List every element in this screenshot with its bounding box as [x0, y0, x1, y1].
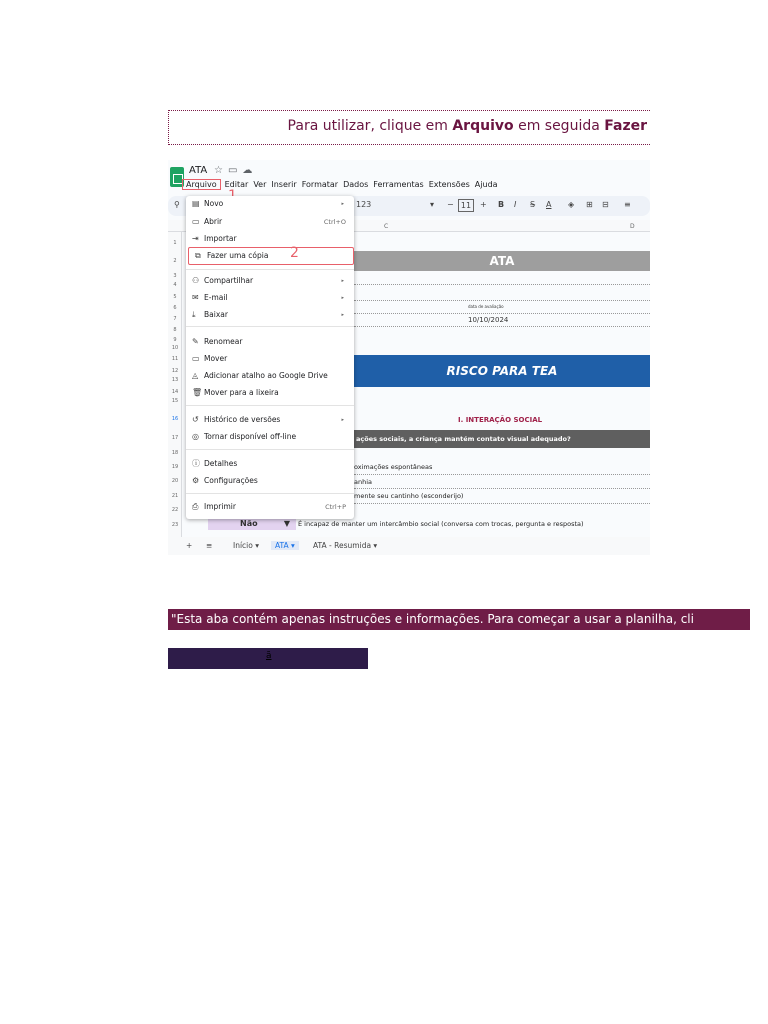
row-number[interactable]: 23 [171, 522, 179, 528]
doc-title: ATA [189, 165, 208, 176]
menu-item-lixeira[interactable]: 🗑 Mover para a lixeira [192, 388, 279, 397]
column-c[interactable]: C [384, 223, 389, 230]
last-row-text[interactable]: É incapaz de manter um intercâmbio social (conversa com trocas, pergunta e resposta) [298, 520, 584, 528]
text-color-icon[interactable]: A [546, 200, 552, 209]
folder-icon: ▭ [227, 165, 243, 176]
row-number[interactable]: 4 [173, 282, 177, 288]
fill-color-icon[interactable]: ◈ [568, 200, 575, 209]
menu-item-abrir[interactable]: ▭ Abrir Ctrl+O [192, 217, 346, 226]
download-icon: ⤓ [192, 310, 196, 319]
menu-item-imprimir[interactable]: ⎙ Imprimir Ctrl+P [192, 502, 346, 511]
divider [354, 284, 650, 285]
menu-ferramentas[interactable]: Ferramentas [373, 180, 424, 189]
chevron-right-icon: ▸ [341, 278, 344, 284]
title-icons [214, 165, 257, 176]
print-icon: ⎙ [192, 502, 199, 511]
borders-icon[interactable]: ⊞ [586, 200, 593, 209]
row-header [168, 232, 182, 537]
copy-icon: ⧉ [195, 251, 201, 260]
row-number[interactable]: 6 [173, 305, 177, 311]
menu-ver[interactable]: Ver [253, 180, 267, 189]
divider [354, 474, 650, 475]
new-icon: ▤ [192, 199, 200, 208]
zoom-text[interactable]: 123 [356, 200, 372, 209]
nao-dropdown[interactable] [208, 518, 296, 530]
row-number[interactable]: 10 [171, 345, 179, 351]
sheet-tabs [168, 537, 650, 555]
folder-open-icon: ▭ [192, 217, 200, 226]
risk-title: RISCO PARA TEA [354, 355, 650, 387]
section-title: I. INTERAÇÃO SOCIAL [458, 416, 543, 424]
bold-icon[interactable]: B [498, 200, 505, 209]
star-icon: ☆ [214, 165, 228, 176]
row-number[interactable]: 19 [171, 464, 179, 470]
step-label-2: 2 [290, 245, 299, 261]
file-menu-dropdown [186, 196, 354, 519]
row-number[interactable]: 17 [171, 435, 179, 441]
date-label: data de avaliação [468, 304, 504, 309]
menu-separator [186, 493, 354, 494]
menu-inserir[interactable]: Inserir [271, 180, 297, 189]
menu-extensoes[interactable]: Extensões [428, 180, 470, 189]
answer-cell[interactable]: anhia [354, 478, 373, 486]
row-number[interactable]: 21 [171, 493, 179, 499]
rename-icon: ✎ [192, 337, 199, 346]
date-value[interactable]: 10/10/2024 [468, 316, 509, 324]
row-number[interactable]: 11 [171, 356, 179, 362]
chevron-down-icon: ▼ [283, 519, 290, 528]
shortcut-label: Ctrl+O [323, 218, 346, 226]
align-icon[interactable]: ≡ [624, 200, 631, 209]
menu-separator [186, 269, 354, 270]
row-number[interactable]: 12 [171, 368, 179, 374]
settings-icon: ⚙ [192, 476, 200, 485]
button-mark: ã [266, 651, 272, 661]
tab-inicio[interactable]: Início ▾ [233, 541, 259, 550]
divider [354, 300, 650, 301]
menu-separator [186, 449, 354, 450]
nao-value: Não [240, 519, 258, 528]
instruction-text: Para utilizar, clique em Arquivo em seguida Fazer [287, 118, 647, 134]
menu-ajuda[interactable]: Ajuda [474, 180, 498, 189]
row-number[interactable]: 15 [171, 398, 179, 404]
cloud-icon: ☁ [242, 165, 258, 176]
history-icon: ↺ [192, 415, 199, 424]
row-number[interactable]: 8 [173, 327, 177, 333]
shortcut-label: Ctrl+P [325, 503, 346, 511]
menu-item-historico[interactable]: ↺ Histórico de versões ▸ [192, 415, 344, 424]
menu-separator [186, 405, 354, 406]
increase-font-icon[interactable]: + [480, 200, 487, 209]
row-number[interactable]: 2 [173, 258, 177, 264]
menu-item-novo[interactable]: ▤ Novo ▸ [192, 199, 344, 208]
merge-icon[interactable]: ⊟ [602, 200, 609, 209]
email-icon: ✉ [192, 293, 199, 302]
row-number[interactable]: 14 [171, 389, 179, 395]
row-number[interactable]: 9 [173, 337, 177, 343]
font-size-input[interactable]: 11 [458, 199, 474, 212]
menu-item-fazer-copia[interactable]: ⧉ Fazer uma cópia [188, 247, 354, 265]
offline-icon: ◎ [192, 432, 199, 441]
import-icon: ⇥ [192, 234, 199, 243]
menu-editar[interactable]: Editar [224, 180, 249, 189]
divider [354, 503, 650, 504]
tab-ata-resumida[interactable]: ATA - Resumida ▾ [313, 541, 378, 550]
decrease-font-icon[interactable]: − [447, 200, 454, 209]
tab-ata[interactable]: ATA ▾ [271, 541, 299, 550]
sheet-header-ata: ATA [354, 251, 650, 271]
sheets-screenshot [168, 160, 650, 555]
chevron-right-icon: ▸ [341, 312, 344, 318]
row-number[interactable]: 5 [173, 294, 177, 300]
move-icon: ▭ [192, 354, 200, 363]
menu-item-baixar[interactable]: ⤓ Baixar ▸ [192, 310, 344, 319]
answer-cell[interactable]: mente seu cantinho (esconderijo) [354, 492, 464, 500]
font-dropdown-icon[interactable]: ▾ [430, 200, 435, 209]
chevron-right-icon: ▸ [341, 295, 344, 301]
menu-arquivo[interactable]: Arquivo [182, 179, 221, 190]
chevron-right-icon: ▸ [341, 417, 344, 423]
menu-item-compartilhar[interactable]: ⚇ Compartilhar ▸ [192, 276, 344, 285]
menu-item-atalho-drive[interactable]: ◬ Adicionar atalho ao Google Drive [192, 371, 328, 380]
row-number[interactable]: 13 [171, 377, 179, 383]
row-number[interactable]: 22 [171, 507, 179, 513]
divider [354, 488, 650, 489]
strikethrough-icon[interactable]: S̶ [530, 200, 536, 209]
divider [354, 313, 650, 314]
menu-separator [186, 326, 354, 327]
row-number[interactable]: 16 [171, 416, 179, 422]
share-icon: ⚇ [192, 276, 200, 285]
menu-item-mover[interactable]: ▭ Mover [192, 354, 228, 363]
row-number[interactable]: 7 [173, 316, 177, 322]
menu-item-offline[interactable]: ◎ Tornar disponível off-line [192, 432, 297, 441]
info-banner: "Esta aba contém apenas instruções e informações. Para começar a usar a planilha, cli [168, 609, 750, 630]
menu-item-email[interactable]: ✉ E-mail ▸ [192, 293, 344, 302]
drive-shortcut-icon: ◬ [192, 371, 199, 380]
menu-item-detalhes[interactable]: ⓘ Detalhes [192, 459, 238, 468]
row-number[interactable]: 1 [173, 240, 177, 246]
italic-icon[interactable]: I [514, 200, 517, 209]
instruction-box [168, 110, 650, 145]
info-icon: ⓘ [192, 459, 200, 468]
divider [354, 326, 650, 327]
menu-formatar[interactable]: Formatar [301, 180, 339, 189]
chevron-right-icon: ▸ [341, 201, 344, 207]
answer-cell[interactable]: oximações espontâneas [354, 463, 433, 471]
add-sheet-icon[interactable]: + [186, 541, 193, 550]
row-number[interactable]: 18 [171, 450, 179, 456]
menu-item-importar[interactable]: ⇥ Importar [192, 234, 237, 243]
menu-item-configuracoes[interactable]: ⚙ Configurações [192, 476, 258, 485]
column-d[interactable]: D [630, 223, 635, 230]
menu-item-renomear[interactable]: ✎ Renomear [192, 337, 243, 346]
row-number[interactable]: 20 [171, 478, 179, 484]
menu-dados[interactable]: Dados [343, 180, 369, 189]
all-sheets-icon[interactable]: ≡ [206, 541, 213, 550]
question-row: ações sociais, a criança mantém contato visual adequado? [354, 430, 650, 448]
search-icon[interactable]: ⚲ [174, 200, 180, 209]
trash-icon: 🗑 [192, 388, 203, 397]
row-number[interactable]: 3 [173, 273, 177, 279]
